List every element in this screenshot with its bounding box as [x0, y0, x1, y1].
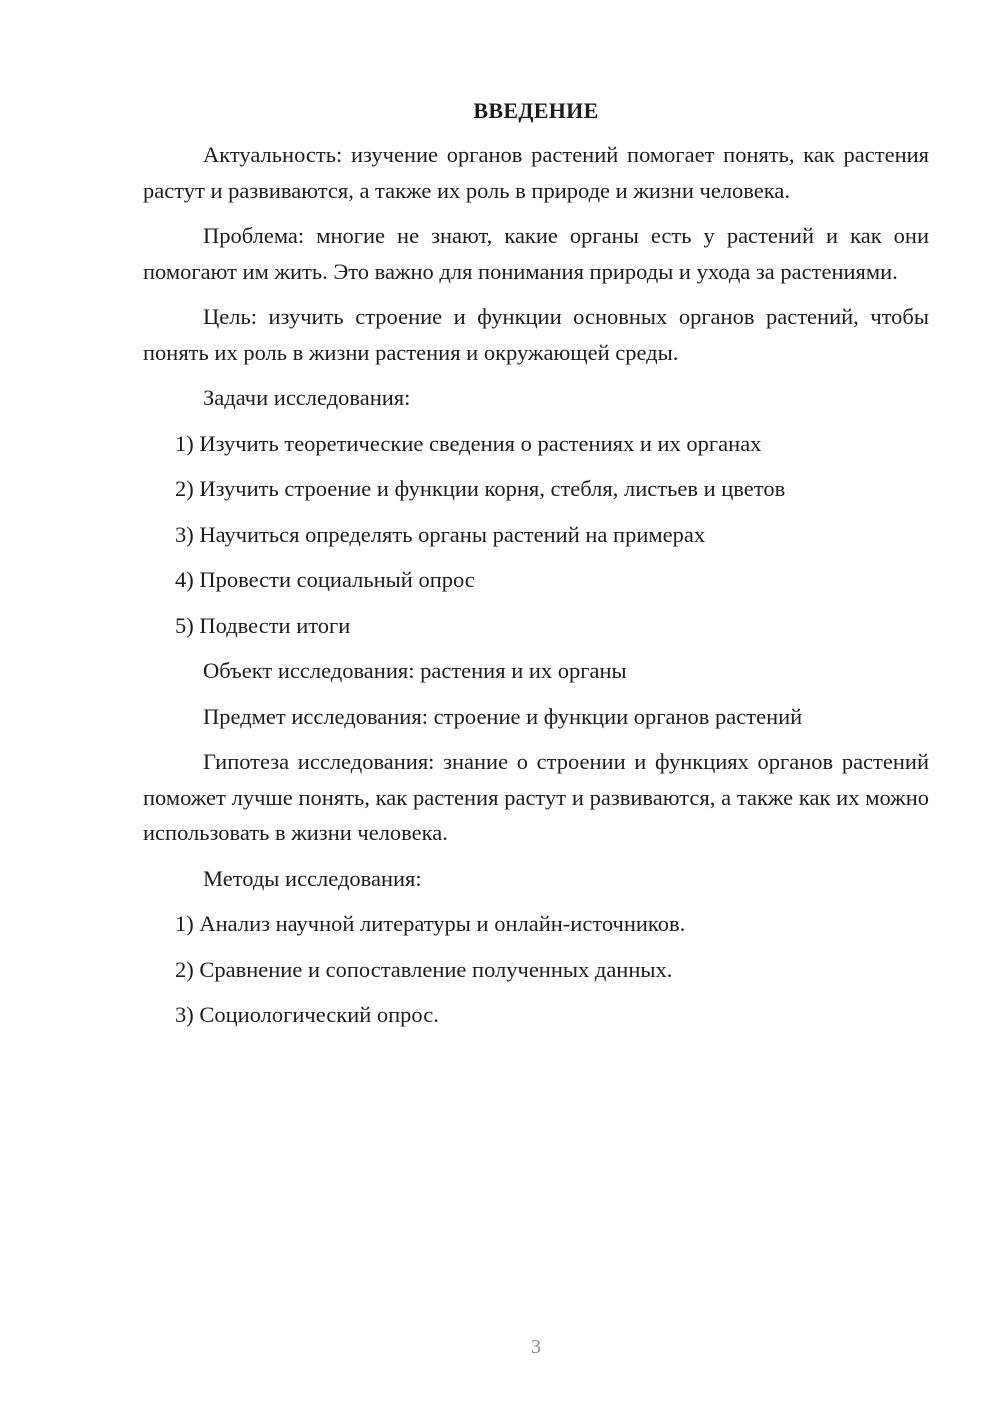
list-item: 3) Социологический опрос.	[175, 1002, 439, 1027]
methods-heading: Методы исследования:	[203, 865, 422, 891]
problem-paragraph: Проблема: многие не знают, какие органы есть у растений и как они помогают им жить. Это важно для понимания природы и ухода за растениями.	[143, 223, 929, 284]
list-item: 1) Анализ научной литературы и онлайн-источников.	[175, 911, 686, 936]
list-item: 2) Изучить строение и функции корня, стебля, листьев и цветов	[175, 476, 786, 501]
page-number: 3	[531, 1336, 541, 1358]
methods-list	[143, 906, 929, 1033]
page-content	[143, 95, 929, 1043]
section-title: ВВЕДЕНИЕ	[473, 98, 599, 123]
subject-paragraph: Предмет исследования: строение и функции органов растений	[203, 703, 803, 729]
list-item: 3) Научиться определять органы растений на примерах	[175, 521, 706, 547]
tasks-heading: Задачи исследования:	[203, 385, 411, 410]
hypothesis-paragraph: Гипотеза исследования: знание о строении и функциях органов растений поможет лучше понять, как растения растут и развиваются, а также как их можно использовать в жизни человека.	[143, 749, 929, 845]
list-item: 5) Подвести итоги	[175, 612, 351, 638]
list-item: 1) Изучить теоретические сведения о растениях и их органах	[175, 430, 762, 456]
tasks-list	[143, 426, 929, 644]
list-item: 2) Сравнение и сопоставление полученных данных.	[175, 956, 673, 982]
object-paragraph: Объект исследования: растения и их органы	[203, 658, 627, 683]
relevance-paragraph: Актуальность: изучение органов растений помогает понять, как растения растут и развиваются, а также их роль в природе и жизни человека.	[143, 142, 929, 203]
goal-paragraph: Цель: изучить строение и функции основных органов растений, чтобы понять их роль в жизни растения и окружающей среды.	[143, 304, 929, 365]
list-item: 4) Провести социальный опрос	[175, 567, 475, 592]
